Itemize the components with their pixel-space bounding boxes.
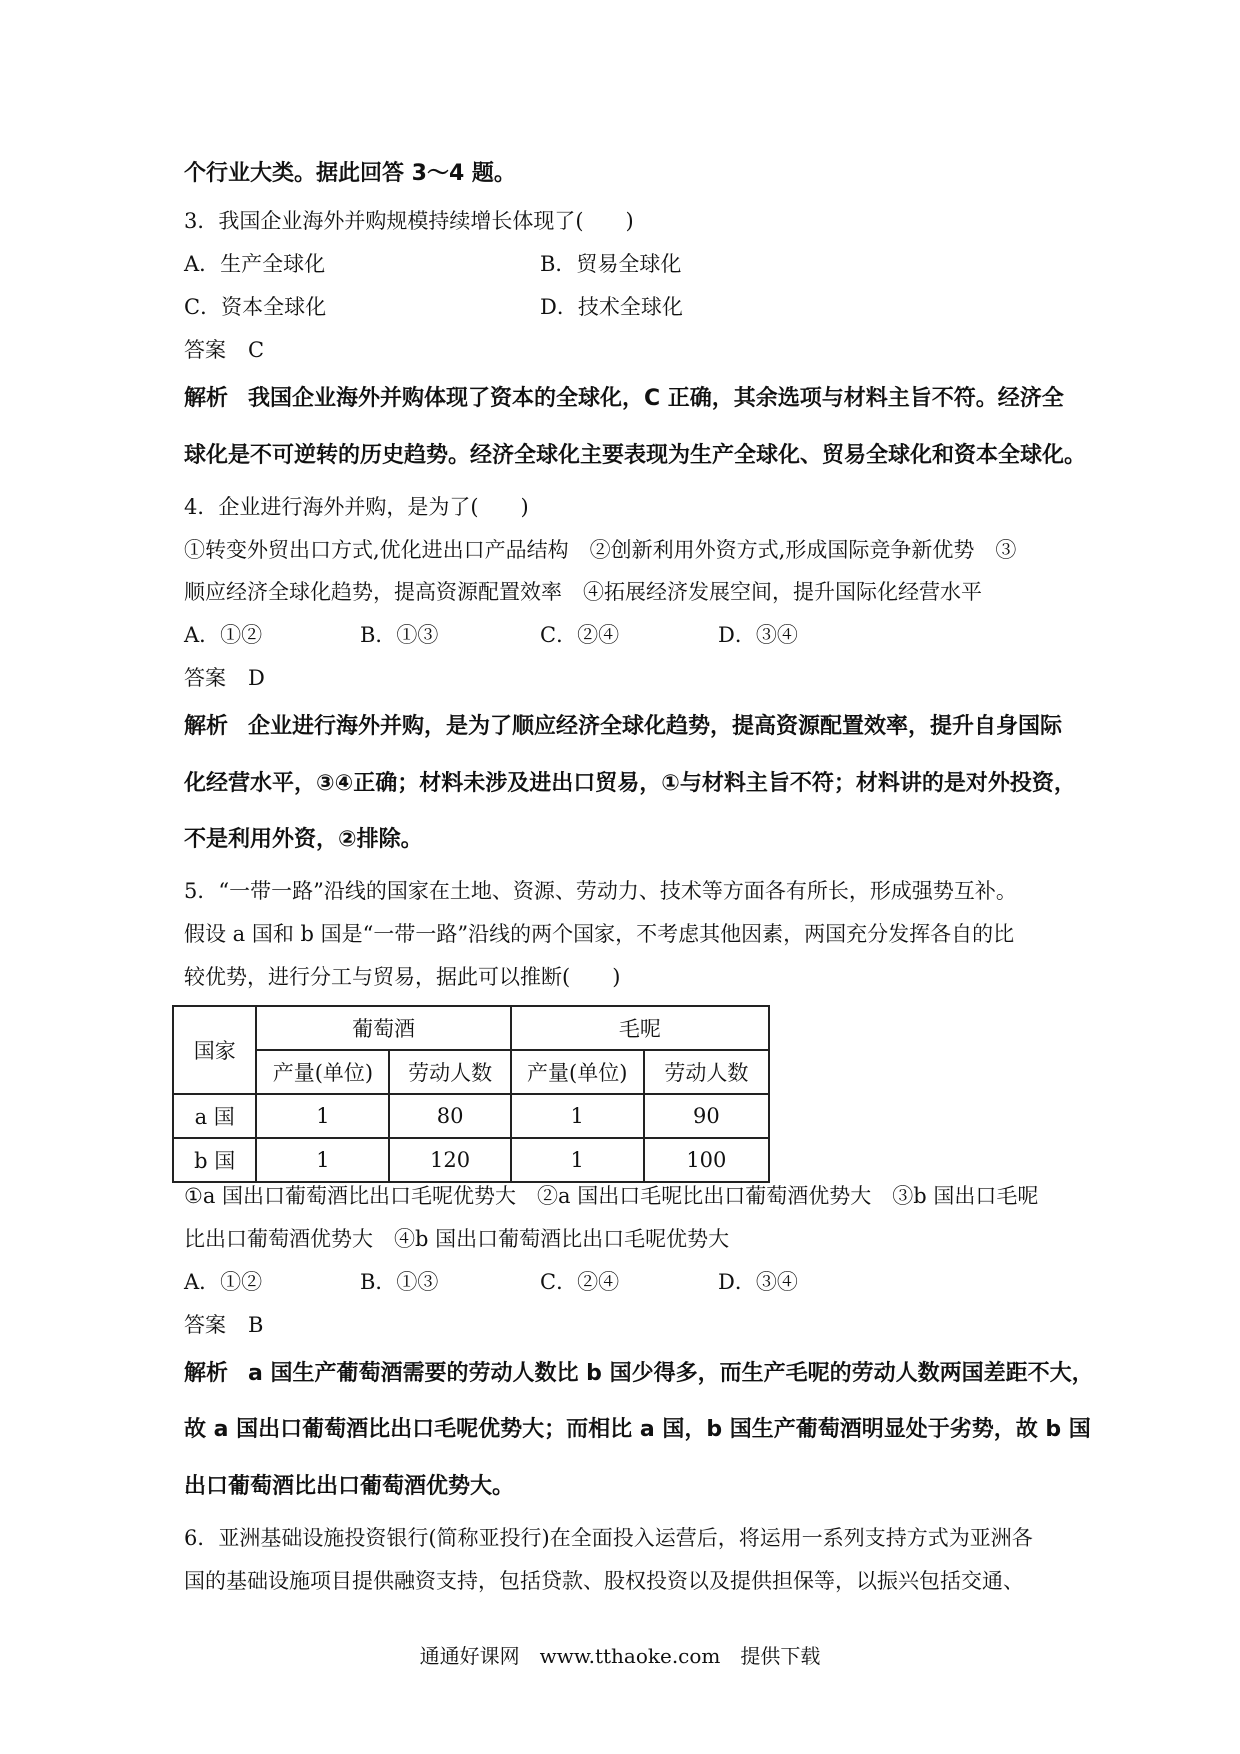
table-subheader: 劳动人数 <box>644 1050 769 1094</box>
answer-value: D <box>248 666 265 690</box>
q5-analysis-line-2: 故 a 国出口葡萄酒比出口毛呢优势大；而相比 a 国，b 国生产葡萄酒明显处于劣势，故 b 国 <box>184 1417 1091 1442</box>
table-header-country: 国家 <box>173 1006 256 1094</box>
table-subheader: 产量(单位) <box>256 1050 389 1094</box>
table-header-wine: 葡萄酒 <box>256 1006 510 1050</box>
q3-analysis-line-1 <box>184 388 1064 410</box>
q4-option-d: D．③④ <box>718 623 798 647</box>
table-subheader: 劳动人数 <box>389 1050 510 1094</box>
answer-label: 答案 <box>184 666 226 690</box>
q5-analysis-line-1 <box>184 1363 1094 1385</box>
answer-value: B <box>248 1313 264 1337</box>
q4-answer <box>184 668 265 689</box>
q6-stem-line-1: 6．亚洲基础设施投资银行(简称亚投行)在全面投入运营后，将运用一系列支持方式为亚洲各 <box>184 1526 1033 1550</box>
table-subheader: 产量(单位) <box>511 1050 644 1094</box>
q5-stem-line-2: 假设 a 国和 b 国是“一带一路”沿线的两个国家，不考虑其他因素，两国充分发挥各自的比 <box>184 922 1015 946</box>
q4-analysis-line-3: 不是利用外资，②排除。 <box>184 827 423 852</box>
q5-items-line-1: ①a 国出口葡萄酒比出口毛呢优势大 ②a 国出口毛呢比出口葡萄酒优势大 ③b 国出口毛呢 <box>184 1184 1039 1208</box>
table-cell-country: a 国 <box>173 1094 256 1138</box>
q5-analysis-line-3: 出口葡萄酒比出口葡萄酒优势大。 <box>184 1474 515 1499</box>
answer-value: C <box>248 338 265 362</box>
q5-answer <box>184 1315 263 1336</box>
answer-label: 答案 <box>184 1313 226 1337</box>
table-row <box>173 1094 769 1138</box>
analysis-label: 解析 <box>184 386 229 411</box>
q4-option-b: B．①③ <box>360 623 439 647</box>
q4-items-line-2: 顺应经济全球化趋势，提高资源配置效率 ④拓展经济发展空间，提升国际化经营水平 <box>184 580 982 604</box>
table-cell: 100 <box>644 1138 769 1182</box>
analysis-text: 我国企业海外并购体现了资本的全球化，C 正确，其余选项与材料主旨不符。经济全 <box>248 386 1064 411</box>
q5-items-line-2: 比出口葡萄酒优势大 ④b 国出口葡萄酒比出口毛呢优势大 <box>184 1227 730 1251</box>
q4-option-a: A．①② <box>184 623 263 647</box>
q3-answer <box>184 340 264 361</box>
analysis-text: 企业进行海外并购，是为了顺应经济全球化趋势，提高资源配置效率，提升自身国际 <box>248 714 1063 739</box>
table-cell: 90 <box>644 1094 769 1138</box>
q3-option-b: B．贸易全球化 <box>540 252 682 276</box>
answer-label: 答案 <box>184 338 226 362</box>
intro-tail-text: 个行业大类。据此回答 3～4 题。 <box>184 161 516 186</box>
table-cell: 1 <box>256 1094 389 1138</box>
page-footer: 通通好课网 www.tthaoke.com 提供下载 <box>419 1644 821 1668</box>
analysis-label: 解析 <box>184 714 229 739</box>
q5-stem-line-1: 5．“一带一路”沿线的国家在土地、资源、劳动力、技术等方面各有所长，形成强势互补。 <box>184 879 1017 903</box>
q4-option-c: C．②④ <box>540 623 620 647</box>
q3-option-d: D．技术全球化 <box>540 295 683 319</box>
analysis-text: a 国生产葡萄酒需要的劳动人数比 b 国少得多，而生产毛呢的劳动人数两国差距不大， <box>248 1361 1094 1386</box>
q4-analysis-line-2: 化经营水平，③④正确；材料未涉及进出口贸易，①与材料主旨不符；材料讲的是对外投资， <box>184 771 1076 796</box>
table-cell: 80 <box>389 1094 510 1138</box>
q5-option-a: A．①② <box>184 1270 263 1294</box>
q5-option-b: B．①③ <box>360 1270 439 1294</box>
comparison-table <box>172 1005 770 1183</box>
q4-items-line-1: ①转变外贸出口方式,优化进出口产品结构 ②创新利用外资方式,形成国际竞争新优势 ③ <box>184 538 1017 562</box>
table-header-wool: 毛呢 <box>511 1006 769 1050</box>
q5-stem-line-3: 较优势，进行分工与贸易，据此可以推断( ) <box>184 965 621 989</box>
analysis-label: 解析 <box>184 1361 229 1386</box>
table-cell: 1 <box>256 1138 389 1182</box>
q4-analysis-line-1 <box>184 716 1062 738</box>
q5-option-c: C．②④ <box>540 1270 620 1294</box>
table-cell-country: b 国 <box>173 1138 256 1182</box>
q3-option-a: A．生产全球化 <box>184 252 326 276</box>
table-row <box>173 1138 769 1182</box>
q3-stem: 3．我国企业海外并购规模持续增长体现了( ) <box>184 209 634 233</box>
q5-option-d: D．③④ <box>718 1270 798 1294</box>
q4-stem: 4．企业进行海外并购，是为了( ) <box>184 495 529 519</box>
table-cell: 1 <box>511 1138 644 1182</box>
q3-option-c: C．资本全球化 <box>184 295 327 319</box>
table-cell: 1 <box>511 1094 644 1138</box>
table-cell: 120 <box>389 1138 510 1182</box>
q6-stem-line-2: 国的基础设施项目提供融资支持，包括贷款、股权投资以及提供担保等，以振兴包括交通、 <box>184 1569 1024 1593</box>
q3-analysis-line-2: 球化是不可逆转的历史趋势。经济全球化主要表现为生产全球化、贸易全球化和资本全球化。 <box>184 443 1087 468</box>
